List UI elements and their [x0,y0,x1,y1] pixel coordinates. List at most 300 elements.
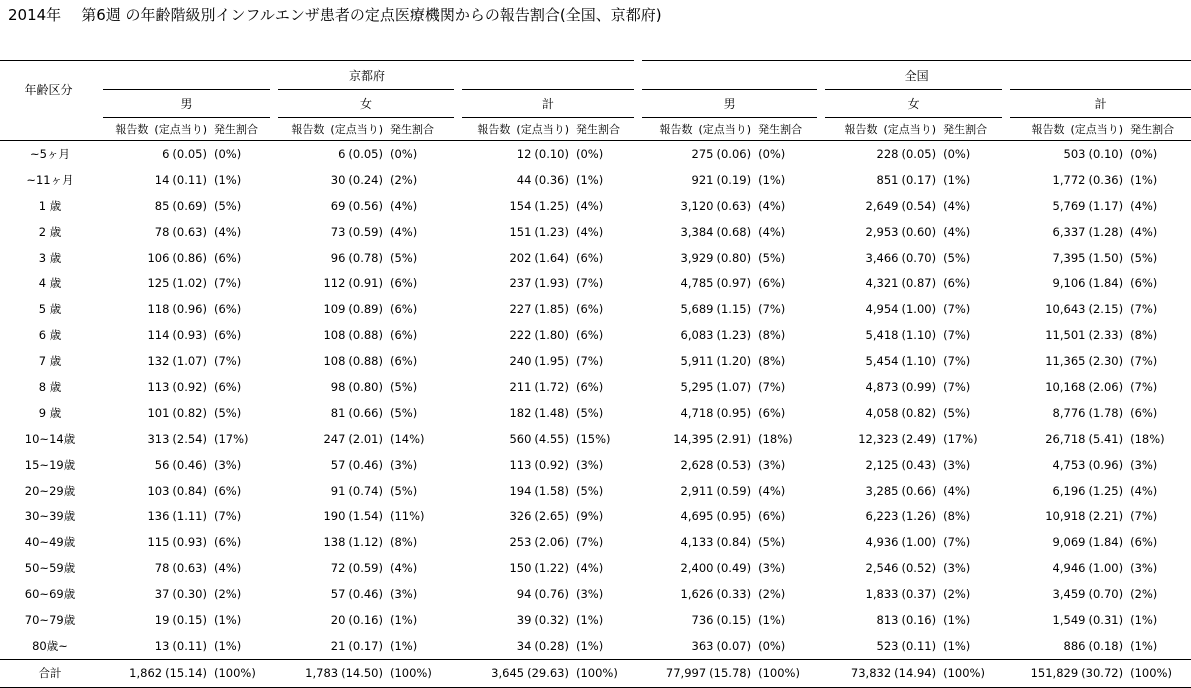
report-count: 194 [509,483,532,498]
report-cell [821,245,938,271]
rate-cell: (5%) [576,405,604,420]
rate-cell: (100%) [571,659,638,687]
report-cell [100,322,209,348]
subheader-rate: 発生割合 [571,118,638,141]
report-cell [1006,581,1125,607]
rate-cell: (6%) [576,250,604,265]
report-count: 20 [330,612,346,627]
rate-cell: (100%) [209,659,274,687]
per-site-value: (0.82) [901,405,937,420]
rate-cell: (6%) [214,379,242,394]
report-count: 1,549 [1052,612,1086,627]
per-site-value: (0.36) [1088,172,1124,187]
sex-header-all-male: 男 [638,90,821,118]
report-cell [821,167,938,193]
per-site-value: (14.94) [894,666,937,681]
table-body [0,141,1191,688]
report-count: 12,323 [858,431,899,446]
report-count: 4,718 [680,405,714,420]
report-count: 2,953 [865,224,899,239]
per-site-value: (0.76) [534,587,569,602]
report-cell [638,296,753,322]
per-site-value: (2.15) [1088,302,1124,317]
rate-cell: (6%) [390,302,418,317]
table-row [0,245,1191,271]
subheader-per-site-label: (定点当り) [330,123,383,136]
table-row [0,426,1191,452]
report-count: 72 [330,561,346,576]
report-cell [100,270,209,296]
report-count: 6 [338,146,346,161]
report-count: 6,083 [680,328,714,343]
subheader-report-label: 報告数 [115,123,149,136]
per-site-value: (1.80) [534,328,569,343]
per-site-value: (0.05) [172,146,207,161]
per-site-value: (1.25) [1088,483,1124,498]
rate-cell: (1%) [758,612,786,627]
report-cell [100,245,209,271]
rate-cell: (1%) [390,612,418,627]
report-count: 10,168 [1045,379,1086,394]
report-cell [1006,322,1125,348]
rate-cell: (4%) [758,198,786,213]
report-count: 2,400 [680,561,714,576]
age-label: 30~39歳 [24,509,76,524]
rate-cell: (6%) [214,302,242,317]
report-cell [100,607,209,633]
rate-cell: (7%) [758,302,786,317]
per-site-value: (1.84) [1088,276,1124,291]
rate-cell: (3%) [758,561,786,576]
report-count: 363 [691,638,714,653]
report-cell [1006,607,1125,633]
report-count: 1,862 [129,666,163,681]
report-cell [1006,219,1125,245]
per-site-value: (0.87) [901,276,937,291]
rate-cell: (11%) [390,509,425,524]
per-site-value: (0.96) [172,302,207,317]
report-cell [821,270,938,296]
age-label: 20~29歳 [24,483,76,498]
report-cell [458,633,571,659]
age-column-header: 年齢区分 [0,61,100,118]
rate-cell: (0%) [576,146,604,161]
report-cell [100,633,209,659]
region-header-kyoto: 京都府 [100,61,638,90]
per-site-value: (0.52) [901,561,937,576]
report-cell [458,322,571,348]
report-count: 4,133 [680,535,714,550]
table-row [0,529,1191,555]
rate-cell: (1%) [576,612,604,627]
report-cell [821,426,938,452]
report-cell [458,219,571,245]
subheader-rate: 発生割合 [938,118,1006,141]
per-site-value: (1.95) [534,354,569,369]
rate-cell: (6%) [576,379,604,394]
report-cell [458,607,571,633]
per-site-value: (0.82) [172,405,207,420]
title-year: 2014年 [8,6,62,24]
report-cell [100,452,209,478]
report-count: 6,337 [1052,224,1086,239]
report-count: 106 [147,250,170,265]
per-site-value: (0.32) [534,612,569,627]
age-label: 6 歳 [38,328,62,343]
report-cell [274,322,385,348]
rate-cell: (4%) [576,561,604,576]
report-cell [458,503,571,529]
per-site-value: (1.00) [901,535,937,550]
report-count: 77,997 [665,666,707,681]
report-count: 247 [323,431,346,446]
report-cell [458,581,571,607]
report-cell [100,219,209,245]
per-site-value: (1.22) [534,561,569,576]
per-site-value: (0.46) [348,457,383,472]
rate-cell: (17%) [943,431,978,446]
per-site-value: (0.70) [901,250,937,265]
report-cell [638,529,753,555]
report-cell [821,452,938,478]
rate-cell: (6%) [1130,405,1158,420]
report-cell [1006,348,1125,374]
region-header-all: 全国 [638,61,1191,90]
per-site-value: (2.65) [534,509,569,524]
report-count: 3,285 [865,483,899,498]
rate-cell: (0%) [390,146,418,161]
per-site-value: (0.59) [348,224,383,239]
rate-cell: (3%) [390,587,418,602]
report-cell [638,219,753,245]
rate-cell: (6%) [214,535,242,550]
table-row [0,219,1191,245]
per-site-value: (0.84) [716,535,752,550]
report-cell [100,529,209,555]
report-cell [274,296,385,322]
report-count: 523 [876,638,899,653]
per-site-value: (0.63) [172,561,207,576]
title-text: 第6週 の年齢階級別インフルエンザ患者の定点医療機関からの報告割合(全国、京都府) [81,6,662,24]
age-label: 1 歳 [38,198,62,213]
report-cell [274,503,385,529]
rate-cell: (7%) [1130,379,1158,394]
table-row [0,374,1191,400]
table-row [0,322,1191,348]
per-site-value: (0.88) [348,328,383,343]
rate-cell: (4%) [390,561,418,576]
rate-cell: (4%) [214,561,242,576]
report-cell [638,322,753,348]
report-cell [638,452,753,478]
rate-cell: (1%) [943,612,971,627]
report-count: 2,125 [865,457,899,472]
per-site-value: (1.17) [1088,198,1124,213]
report-count: 115 [147,535,170,550]
rate-cell: (7%) [943,302,971,317]
report-count: 3,384 [680,224,714,239]
rate-cell: (4%) [758,483,786,498]
subheader-report-label: 報告数 [844,123,878,136]
per-site-value: (1.12) [348,535,383,550]
report-count: 4,785 [680,276,714,291]
report-cell [274,193,385,219]
rate-cell: (4%) [576,224,604,239]
subheader-report-label: 報告数 [1031,123,1065,136]
report-count: 886 [1063,638,1086,653]
table-row [0,270,1191,296]
rate-cell: (9%) [576,509,604,524]
report-cell [458,555,571,581]
report-cell [274,219,385,245]
rate-cell: (7%) [943,354,971,369]
report-count: 9,069 [1052,535,1086,550]
table-row [0,348,1191,374]
per-site-value: (0.92) [172,379,207,394]
per-site-value: (2.06) [1088,379,1124,394]
rate-cell: (7%) [943,379,971,394]
per-site-value: (29.63) [527,666,569,681]
report-count: 34 [516,638,532,653]
subheader-per-site-label: (定点当り) [698,123,752,136]
per-site-value: (1.10) [901,328,937,343]
report-cell [458,659,571,687]
report-cell [821,529,938,555]
per-site-value: (0.86) [172,250,207,265]
per-site-value: (0.56) [348,198,383,213]
rate-cell: (18%) [758,431,793,446]
per-site-value: (15.14) [165,666,207,681]
report-count: 101 [147,405,170,420]
report-count: 560 [509,431,532,446]
report-count: 253 [509,535,532,550]
report-count: 44 [516,172,532,187]
report-cell [821,141,938,167]
report-count: 118 [147,302,170,317]
rate-cell: (6%) [214,328,242,343]
report-cell [274,478,385,504]
report-cell [100,555,209,581]
report-count: 1,626 [680,587,714,602]
age-label: 70~79歳 [24,612,76,627]
rate-cell: (1%) [576,638,604,653]
report-cell [1006,193,1125,219]
rate-cell: (7%) [1130,509,1158,524]
rate-cell: (3%) [943,561,971,576]
rate-cell: (5%) [390,483,418,498]
report-count: 132 [147,354,170,369]
report-count: 3,459 [1052,587,1086,602]
per-site-value: (0.99) [901,379,937,394]
report-count: 114 [147,328,170,343]
rate-cell: (6%) [390,328,418,343]
report-cell [458,529,571,555]
report-count: 10,643 [1045,302,1086,317]
report-cell [638,348,753,374]
rate-cell: (4%) [390,224,418,239]
report-count: 113 [147,379,170,394]
report-cell [100,659,209,687]
rate-cell: (6%) [390,276,418,291]
rate-cell: (7%) [943,535,971,550]
per-site-value: (1.07) [172,354,207,369]
rate-cell: (3%) [390,457,418,472]
report-count: 108 [323,354,346,369]
rate-cell: (4%) [214,224,242,239]
subheader-report [1006,118,1125,141]
table-row [0,555,1191,581]
per-site-value: (0.46) [348,587,383,602]
rate-cell: (7%) [758,379,786,394]
per-site-value: (0.89) [348,302,383,317]
subheader-report [100,118,209,141]
report-count: 113 [509,457,532,472]
report-cell [638,245,753,271]
subheader-report [458,118,571,141]
subheader-per-site-label: (定点当り) [154,123,207,136]
per-site-value: (4.55) [534,431,569,446]
age-label: ~11ヶ月 [26,172,74,187]
report-cell [100,478,209,504]
report-count: 4,695 [680,509,714,524]
per-site-value: (1.26) [901,509,937,524]
report-cell [458,348,571,374]
per-site-value: (0.15) [716,612,752,627]
per-site-value: (1.23) [534,224,569,239]
per-site-value: (0.11) [172,172,207,187]
table-row [0,452,1191,478]
rate-cell: (2%) [943,587,971,602]
per-site-value: (0.93) [172,535,207,550]
per-site-value: (0.19) [716,172,752,187]
report-cell [1006,555,1125,581]
per-site-value: (1.72) [534,379,569,394]
report-cell [458,141,571,167]
per-site-value: (1.93) [534,276,569,291]
report-cell [100,141,209,167]
per-site-value: (1.15) [716,302,752,317]
rate-cell: (5%) [758,250,786,265]
report-count: 151 [509,224,532,239]
rate-cell: (6%) [214,483,242,498]
page-title [8,5,662,25]
report-count: 6 [162,146,170,161]
report-cell [821,296,938,322]
report-cell [1006,167,1125,193]
report-cell [638,400,753,426]
per-site-value: (1.64) [534,250,569,265]
per-site-value: (0.70) [1088,587,1124,602]
rate-cell: (6%) [943,276,971,291]
report-cell [821,607,938,633]
report-count: 503 [1063,146,1086,161]
subheader-rate: 発生割合 [753,118,821,141]
per-site-value: (0.84) [172,483,207,498]
rate-cell: (4%) [1130,198,1158,213]
per-site-value: (1.48) [534,405,569,420]
report-cell [274,607,385,633]
report-cell [100,193,209,219]
report-cell [1006,400,1125,426]
report-count: 73 [330,224,346,239]
report-count: 78 [154,561,170,576]
per-site-value: (0.93) [172,328,207,343]
rate-cell: (6%) [1130,535,1158,550]
per-site-value: (2.33) [1088,328,1124,343]
rate-cell: (4%) [576,198,604,213]
per-site-value: (0.07) [716,638,752,653]
rate-cell: (4%) [1130,483,1158,498]
sex-header-all-total: 計 [1006,90,1191,118]
per-site-value: (0.95) [716,405,752,420]
rate-cell: (7%) [576,535,604,550]
report-cell [274,270,385,296]
per-site-value: (0.36) [534,172,569,187]
per-site-value: (2.06) [534,535,569,550]
per-site-value: (0.60) [901,224,937,239]
per-site-value: (1.84) [1088,535,1124,550]
per-site-value: (0.92) [534,457,569,472]
report-count: 4,321 [865,276,899,291]
report-count: 19 [154,612,170,627]
subheader-per-site-label: (定点当り) [1070,123,1124,136]
per-site-value: (0.05) [348,146,383,161]
report-count: 5,689 [680,302,714,317]
report-count: 154 [509,198,532,213]
per-site-value: (5.41) [1088,431,1124,446]
rate-cell: (5%) [758,535,786,550]
report-count: 275 [691,146,714,161]
report-cell [458,193,571,219]
per-site-value: (0.59) [348,561,383,576]
per-site-value: (0.10) [534,146,569,161]
report-count: 109 [323,302,346,317]
per-site-value: (1.00) [1088,561,1124,576]
report-count: 112 [323,276,346,291]
report-cell [821,581,938,607]
report-cell [274,426,385,452]
report-cell [821,400,938,426]
rate-cell: (6%) [758,509,786,524]
rate-cell: (3%) [214,457,242,472]
per-site-value: (0.06) [716,146,752,161]
per-site-value: (1.28) [1088,224,1124,239]
per-site-value: (1.02) [172,276,207,291]
per-site-value: (0.30) [172,587,207,602]
table-row [0,296,1191,322]
rate-cell: (1%) [1130,638,1158,653]
report-count: 11,365 [1045,354,1086,369]
rate-cell: (0%) [758,638,786,653]
report-count: 14,395 [673,431,714,446]
table-row [0,478,1191,504]
table-row [0,400,1191,426]
per-site-value: (0.17) [348,638,383,653]
report-count: 151,829 [1030,666,1079,681]
report-count: 73,832 [850,666,892,681]
per-site-value: (0.74) [348,483,383,498]
report-cell [1006,141,1125,167]
per-site-value: (0.33) [716,587,752,602]
report-cell [458,452,571,478]
per-site-value: (1.00) [901,302,937,317]
subheader-report-label: 報告数 [659,123,693,136]
report-count: 851 [876,172,899,187]
per-site-value: (1.78) [1088,405,1124,420]
report-cell [638,141,753,167]
rate-cell: (1%) [214,612,242,627]
age-label: 80歳~ [32,638,68,653]
